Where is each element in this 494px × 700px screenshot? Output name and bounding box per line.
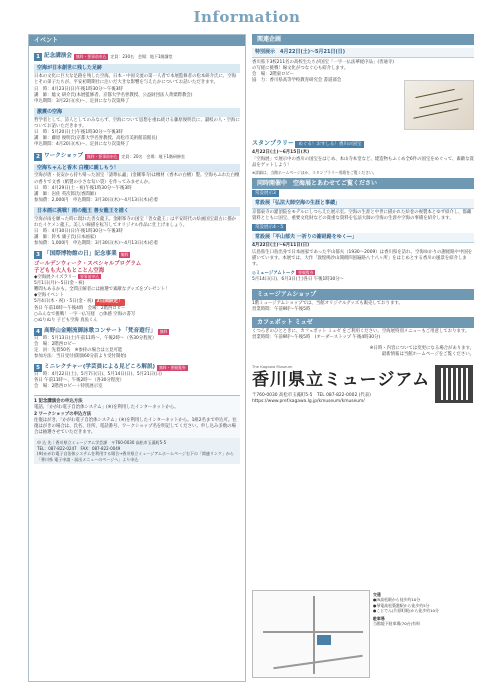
museum-talk-date: 5月14日(日)、6月3日(土)各日 午後1時30分〜 <box>252 277 345 283</box>
section-title: 「国際博物館の日」記念事業 <box>44 251 117 258</box>
related-column <box>252 34 474 405</box>
museum-address: 〒760-0030 高松市玉藻町5-5 TEL 087-822-0002 (代表) <box>252 392 371 398</box>
event-date-text: 5月4日(木・祝)・5日(金・祝) <box>34 299 94 305</box>
website-note: 最新情報は当館ホームページをご覧ください。 <box>381 351 474 357</box>
section-title: ミニレクチャー(学芸員による見どころ解説) <box>44 364 156 371</box>
museum-marker-icon <box>317 635 331 645</box>
section-number: 2 <box>34 153 42 161</box>
special-exhibit-cooperation: 協 力：香川県高等学校教育研究会 書道部会 <box>252 78 342 84</box>
access-map <box>252 590 370 678</box>
cafe-hours: 営業時間：午前9時〜午後5時 (オーダーストップ 午後4時30分) <box>252 334 381 340</box>
museum-name: 香川県立ミュージアム <box>252 370 431 391</box>
access-line: ●ことでん(片原町駅)から徒歩約10分 <box>373 608 439 614</box>
lecture-description: 日本の文化に巨大な足跡を残した空海。日本・中国交流の第一人者で本展監修者の松本研介氏に、空海とその弟子たちが、平安初期期社に注いだ大きな影響を与えたかについてお話いただきます。 <box>34 73 236 85</box>
concert-method: 参加方法：当日受付(開演60分前より受付開始) <box>34 354 127 360</box>
lecture-apply: 申込期間：4月20日(木)〜、定員になり次第終了 <box>34 142 130 148</box>
notes-heading: 1 記念講演会の申込方法 <box>34 398 83 404</box>
section-heading <box>34 153 240 161</box>
section-number: 3 <box>34 251 42 259</box>
fee-badge: 無料・要事前申込 <box>75 54 107 59</box>
section-number: 4 <box>34 328 42 336</box>
workshop-speaker: 講 師：岩佐 英次郎氏(香間師) <box>34 191 96 197</box>
related-header: 関連企画 <box>252 34 474 45</box>
fee-badge: 要事前申込 <box>80 274 100 280</box>
quiz-rally-desc: 難問もあるかも。全問正解者には抽選で素敵なグッズをプレゼント！ <box>34 287 170 293</box>
lecture-date: 日 時：4月23日(日)午後1時30分〜午後3時 <box>34 87 123 93</box>
workshop-title: 日本画に挑戦！雨の龍王 善女龍王を描く <box>34 207 240 216</box>
event-label: ◆空海イベント <box>34 293 64 299</box>
page-title: Information <box>193 8 301 26</box>
museum-logo <box>252 364 474 405</box>
concurrent-header: 同時開催中 空海展とあわせてご覧ください <box>252 178 474 189</box>
limited-badge: 2日間限定！ <box>96 299 123 305</box>
workshop-title: 空海ちゃんと香木 白檀に親しもう！ <box>34 164 240 173</box>
contact-box <box>34 438 240 464</box>
lecture-speaker: 講 師：総文 研介氏(本展監修者、京都大学名誉教授、公益財団法人黄檗際教会) <box>34 93 193 99</box>
lecture-venue: 会 場：2階西ロビー＋特別展示室 <box>34 384 103 390</box>
fee-badge: 無料 <box>120 252 129 258</box>
quiz-rally-label: ◆空海展クイズラリー <box>34 275 77 281</box>
gallery-date: 4月22日(土)〜6月11日(日) <box>252 243 310 249</box>
notes-text: 往復はがき、「かがわ電子自治体システム」(※)を利用したインターネットから。1組2名まで申込可。往復はがきの場合は、氏名、住所、電話番号、ワークショップ名を明記してください。申し込み多数の場合は抽選させていただきます。 <box>34 417 237 435</box>
gallery-desc: 広島県生口島出身で日本画家であった平山郁夫（1930〜2009）は香川県を訪れ、空海ゆかりの謝経路や中国を描いています。本展では、大作「敦煌鳴沙山開朗四国遍路八十八ヶ所」をはじめとする香川の風景を紹介します。 <box>252 250 473 268</box>
stamp-rally-title: スタンプラリー <box>252 140 295 147</box>
lecture-dates: 日 時：4月22日(土)、5月7日(日)、5月14日(日)、5月21日(日) <box>34 372 162 378</box>
parking-info: 当館地下駐車場(70台)有料 <box>373 620 420 626</box>
special-exhibit-venue: 会 場：2階東ロビー <box>252 72 295 78</box>
workshop-date: 日 時：4月29日(土・祝)午後1時30分〜午後3時 <box>34 185 132 191</box>
section-heading <box>34 251 240 259</box>
section-title: ワークショップ <box>44 152 84 159</box>
lecture-times: 各日 午前11時〜、午後2時〜（各30分程度） <box>34 378 125 384</box>
section-title: 高野山金剛流御詠歌コンサート「梵音遊行」 <box>44 328 156 335</box>
calligraphy-photo <box>404 80 474 130</box>
workshop-description: 空海が雨を願った時に現れた善女龍王。金剛峯寺の国宝「善女龍王」は平安時代の絵画国宝最古に描かれたイケメン龍王。美しい線描を転写してオリジナル作品に仕上げましょう。 <box>34 216 236 228</box>
fee-badge: 要観覧券 <box>298 270 314 276</box>
fee-badge: 無料・要観覧券 <box>159 365 186 371</box>
stamp-rally-desc: 「空海展」で展示中の香川の国宝をはじめ、本山寺本堂など、建造物もふくめ全6件の国宝をめぐって、素敵な賞品をゲットしよう！ <box>252 157 474 169</box>
section-title: 記念講演会 <box>44 53 72 60</box>
contact-note: (※)かがわ電子自治体システムを利用する場合→香川県立ミュージアムホームページ右下の「関連リンク」から「香川県 電子申請・届出メニューのページへ」より申込 <box>37 451 234 462</box>
stamp-rally-tag: めぐる！おすしる！香川の国宝 <box>295 141 364 148</box>
fee-badge: 無料・要事前申込 <box>87 153 118 159</box>
stamp-rally <box>252 140 474 175</box>
access-info <box>373 592 475 626</box>
gallery-title: 常設展「弘法大師空海の生涯と事績」 <box>252 199 474 209</box>
gallery-desc: 京都東寺の灌頂院をモデルにしつらえた展示室。空海の生涯と中世に描かれた絵巻の複製本とゆず紹介し、都藏資料とともに国宝、重要文化財などの貴重な資料を弘法大師の空海の生涯や空海の事績を紹介します。 <box>252 209 472 221</box>
concert-venue: 会 場：2階西ロビー <box>34 342 77 348</box>
contact-phone: TEL：087-822-0247 FAX：087-822-0049 <box>37 445 121 451</box>
lecture-speaker: 講 師：藤原 俊明氏(京都大学名誉教授、高松市美術館前館長) <box>34 136 158 142</box>
access-line: ●琴電高松築港駅から徒歩約5分 <box>373 602 430 608</box>
lecture-date: 日 時：5月20日(土)午後1時30分〜午後3時 <box>34 130 123 136</box>
event-item: ○ぬりぬり 子ども空海 真魚くん <box>34 317 98 323</box>
section-heading <box>34 53 240 61</box>
workshop-fee: 参加費：2,000円 申込期間：3月30日(木)〜4月13日(木)必着 <box>34 197 158 203</box>
access-line: ●JR高松駅から徒歩約10分 <box>373 597 421 603</box>
cafe-desc: くつろぎのひとときに、カフェボット ミュゼ をご利用ください。空海展特別メニューもご用意しております。 <box>252 328 470 334</box>
shop-desc: 1階ミュージアムショップでは、当館オリジナルグッズも販売しております。 <box>252 300 403 306</box>
gallery-tag: 常設展示4・5 <box>252 224 286 231</box>
special-exhibit-title: 特別展示 4月22日(土)〜5月21日(日) <box>252 48 474 58</box>
museum-url[interactable]: https://www.pref.kagawa.lg.jp/kmuseum/kmuseum/ <box>252 398 365 404</box>
workshop-speaker: 講 師：鈴木 庸子氏(日本画家) <box>34 234 96 240</box>
shop-hours: 営業時間：午前9時〜午後5時 <box>252 306 311 312</box>
concert-capacity: 定 員：先着50名 ※参拝の場合は立見可能 <box>34 348 123 354</box>
museum-talk-title: ◎ミュージアムトーク <box>252 271 295 277</box>
events-column <box>28 34 246 682</box>
section-meta: 定員：20名 会場：地下1階研修室 <box>121 153 186 159</box>
section-meta: 定員：230名 会場：地下1階講堂 <box>110 54 173 60</box>
events-header: イベント <box>29 35 245 46</box>
shop-header: ミュージアムショップ <box>252 289 474 300</box>
museum-english-name: The Kagawa Museum <box>252 364 293 370</box>
special-program-headline: ゴールデンウィーク・スペシャルプログラム 子どもも大人もとことん空海 <box>34 261 142 274</box>
quiz-rally-date: 5月1日(月)〜5日(金・祝) <box>34 281 85 287</box>
qr-code[interactable] <box>435 365 473 403</box>
section-number: 5 <box>34 364 42 372</box>
workshop-fee: 参加費：1,000円 申込期間：3月30日(木)〜4月13日(木)必着 <box>34 241 158 247</box>
contact-address: 申 込 先｜香川県立ミュージアム学芸課 〒760-0030 高松市玉藻町5-5 <box>37 439 167 445</box>
notes-text: 電話、「かがわ電子自治体システム」(※)を利用したインターネットから。 <box>34 404 179 410</box>
gallery-title: 常設展「平山郁夫 一祈りの謝経路をゆく―」 <box>252 233 474 243</box>
special-exhibit <box>252 48 474 140</box>
section-heading <box>34 328 240 336</box>
lecture-title: 激震の空海 <box>34 108 240 117</box>
parking-heading: 駐車場 <box>373 615 385 621</box>
section-number: 1 <box>34 53 42 61</box>
concurrent-exhibits <box>252 189 474 286</box>
event-time: 各日 午前10時〜午後4時 会場：2階西ロビー <box>34 305 126 311</box>
change-note: ※日時・内容については変更になる場合があります。 <box>369 345 474 351</box>
stamp-rally-date: 4月22日(土)〜6月15日(木) <box>252 150 310 156</box>
lecture-description: 哲学者として、詩人としてのみならず、空海について思想を重ね続ける藤原俊明氏に、讃岐の人・空海についてお話いただきます。 <box>34 118 240 130</box>
lecture-title: 空海が日本創世に残した足跡 <box>34 64 240 73</box>
workshop-date: 日 時：4月30日(日)午後1時30分〜午後3時 <box>34 228 123 234</box>
access-heading: 交通 <box>373 592 381 597</box>
stamp-rally-note: ※詳細は、当館ホームページほか、スタンプラリー用紙をご覧ください。 <box>252 169 377 175</box>
special-exhibit-desc: 香川県下3校211名の高校生たちが国宝「一字一仏法華経序品」(善通寺)の写経に挑戦！線文化がつなぐ心も紹介します。 <box>252 59 394 71</box>
cafe-header: カフェボット ミュゼ <box>252 317 474 328</box>
fee-badge: 無料 <box>159 328 168 334</box>
notes-heading: 2 ワークショップの申込方法 <box>34 411 92 417</box>
gallery-tag: 常設展示3 <box>252 190 279 197</box>
concert-date: 日 時：5月13日(土)午前11時〜、午後2時〜（各30分程度） <box>34 335 157 341</box>
workshop-description: 空海が唐・長安から持ち帰った国宝「諸尊仏龕」(金剛峯寺)は檀材（香木の白檀）製。空海もふれた白檀の香りで文香（紙製の小さな匂い袋）を作ってみませんか。 <box>34 173 240 185</box>
event-item: ○みんなで挑戦！一字一仏写経 ○体感 空海の書写 <box>34 311 136 317</box>
application-notes <box>34 395 240 465</box>
lecture-apply: 申込期間：3月22日(水)〜、定員になり次第終了 <box>34 99 130 105</box>
